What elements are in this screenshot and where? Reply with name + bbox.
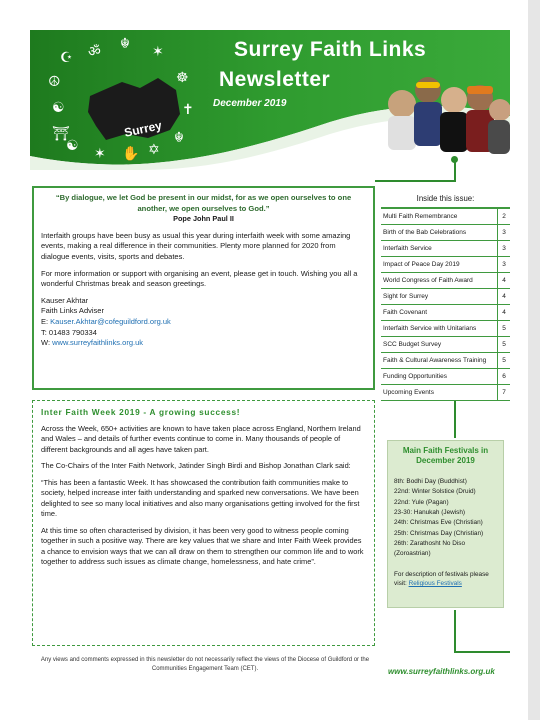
article-paragraph: Across the Week, 650+ activities are known to have taken place across England, Northern Ireland and Wales – and details of further events continue to come in. Many thousands of people of different backgrounds and all ages have taken part. [41, 423, 361, 454]
connector-line [454, 651, 510, 653]
newsletter-title-line1: Surrey Faith Links [234, 38, 427, 61]
festival-item: 26th: Zarathosht No Diso [394, 540, 466, 548]
intro-quote: “By dialogue, we let God be present in our midst, for as we open ourselves to one another, we open ourselves to God.” [55, 193, 352, 213]
contents-item-label: Birth of the Bab Celebrations [381, 225, 498, 240]
contents-table [381, 192, 510, 401]
hamsa-icon: ✋ [122, 145, 140, 161]
contents-item-page: 3 [502, 261, 506, 268]
contents-row [381, 257, 510, 273]
festival-item: 23-30: Hanukah (Jewish) [394, 508, 466, 516]
contents-row [381, 385, 510, 401]
contents-rows [381, 209, 510, 401]
contents-item-label: Interfaith Service [381, 241, 498, 256]
contents-item-page: 5 [502, 357, 506, 364]
contents-row [381, 305, 510, 321]
article-paragraph: The Co-Chairs of the Inter Faith Network, Jatinder Singh Birdi and Bishop Jonathan Clark said: [41, 461, 351, 471]
star-icon: ✶ [152, 43, 164, 59]
festival-item: 8th: Bodhi Day (Buddhist) [394, 477, 467, 485]
om-icon: ॐ [88, 43, 101, 59]
cross-icon: ✝ [182, 101, 194, 117]
connector-line [454, 160, 456, 180]
khanda-icon: ☬ [174, 129, 184, 145]
contents-item-page: 5 [502, 325, 506, 332]
religious-festivals-link[interactable]: Religious Festivals [408, 580, 462, 588]
contents-item-label: World Congress of Faith Award [381, 273, 498, 288]
connector-line [454, 400, 456, 438]
contents-item-page: 3 [502, 245, 506, 252]
contents-item-page: 2 [502, 213, 506, 220]
star-icon: ✶ [94, 145, 106, 161]
contents-item-page: 5 [502, 341, 506, 348]
contents-item-page: 4 [502, 277, 506, 284]
disclaimer: Any views and comments expressed in this newsletter do not necessarily reflect the views of the Diocese of Guildford or the Communities Engagement Team (CET). [40, 657, 370, 672]
contents-item-label: Interfaith Service with Unitarians [381, 321, 498, 336]
connector-line [454, 610, 456, 652]
contents-item-label: Funding Opportunities [381, 369, 498, 384]
festival-item: 24th: Christmas Eve (Christian) [394, 519, 483, 527]
contents-item-label: Faith Covenant [381, 305, 498, 320]
page-edge [528, 0, 540, 720]
contact-details [41, 296, 366, 349]
contents-item-page: 6 [502, 373, 506, 380]
contents-item-label: Multi Faith Remembrance [381, 209, 498, 224]
email-prefix: E: [41, 317, 51, 327]
web-prefix: W: [41, 338, 53, 348]
contents-title: Inside this issue: [381, 192, 510, 209]
khanda-icon: ☬ [120, 35, 130, 51]
dove-icon: ☮ [48, 73, 61, 89]
contents-item-page: 3 [502, 229, 506, 236]
contact-email-line [41, 317, 366, 328]
contents-row [381, 241, 510, 257]
festivals-note [394, 570, 497, 589]
intro-box [32, 186, 375, 390]
festivals-box [387, 440, 504, 608]
contents-item-label: Faith & Cultural Awareness Training [381, 353, 498, 368]
article-box [32, 400, 375, 646]
contents-row [381, 353, 510, 369]
header-banner [30, 30, 510, 170]
festivals-list [394, 477, 497, 560]
contents-row [381, 321, 510, 337]
contents-row [381, 369, 510, 385]
torii-icon: ⛩ [52, 125, 70, 141]
footer-website-link[interactable]: www.surreyfaithlinks.org.uk [388, 667, 495, 676]
contents-item-page: 7 [502, 389, 506, 396]
contact-role: Faith Links Adviser [41, 306, 104, 316]
festival-item: (Zoroastrian) [394, 550, 431, 558]
quote-author: Pope John Paul II [173, 214, 234, 224]
intro-paragraph: For more information or support with organising an event, please get in touch. Wishing you all a wonderful Christmas break and season greetings. [41, 268, 358, 289]
connector-dot [451, 156, 458, 163]
crescent-icon: ☪ [60, 49, 73, 65]
contents-row [381, 273, 510, 289]
intro-paragraph: Interfaith groups have been busy as usual this year during interfaith week with some amazing events, making a real difference in their communities. Plenty more planned for 2020 from dialogue events, visits, sports and debates. [41, 230, 351, 261]
contents-row [381, 225, 510, 241]
map-label: Surrey [122, 118, 164, 140]
newsletter-title-line2: Newsletter [219, 68, 331, 91]
contents-item-page: 4 [502, 293, 506, 300]
connector-line [375, 180, 456, 182]
wheel-icon: ☸ [176, 69, 189, 85]
contact-web-line [41, 338, 366, 349]
contents-item-label: SCC Budget Survey [381, 337, 498, 352]
article-heading: Inter Faith Week 2019 - A growing success! [41, 407, 241, 417]
contact-email-link[interactable]: Kauser.Akhtar@cofeguildford.org.uk [50, 317, 171, 327]
contents-row [381, 337, 510, 353]
star-of-david-icon: ✡ [148, 141, 160, 157]
article-paragraph: At this time so often characterised by division, it has been very good to witness people coming together in such a positive way. There are key values that we share and Inter Faith Week provides a chance to envision ways that we can all draw on them to strengthen our common life and to work together to address such issues as climate change, homelessness, and hate crime”. [41, 525, 364, 567]
article-paragraph: “This has been a fantastic Week. It has showcased the contribution faith communities make to society, helped increase inter faith understanding and sparked new conversations. We have been delighted to see so many local initiatives and also many organisations getting involved for the first time. [41, 477, 360, 519]
contents-item-label: Upcoming Events [381, 385, 498, 400]
festival-item: 25th: Christmas Day (Christian) [394, 529, 484, 537]
contents-item-page: 4 [502, 309, 506, 316]
yin-yang-icon: ☯ [66, 137, 79, 153]
issue-date: December 2019 [213, 98, 287, 109]
contents-item-label: Impact of Peace Day 2019 [381, 257, 498, 272]
festival-item: 22nd: Winter Solstice (Druid) [394, 488, 476, 496]
contact-phone: T: 01483 790334 [41, 327, 97, 337]
festivals-note-text: For description of festivals please visit: [394, 570, 489, 588]
contact-web-link[interactable]: www.surreyfaithlinks.org.uk [52, 338, 143, 348]
contact-name: Kauser Akhtar [41, 295, 89, 305]
festivals-title: Main Faith Festivals in December 2019 [402, 446, 489, 466]
yin-yang-icon: ☯ [52, 99, 65, 115]
contents-row [381, 289, 510, 305]
festival-item: 22nd: Yule (Pagan) [394, 498, 449, 506]
contents-row [381, 209, 510, 225]
contents-item-label: Sight for Surrey [381, 289, 498, 304]
